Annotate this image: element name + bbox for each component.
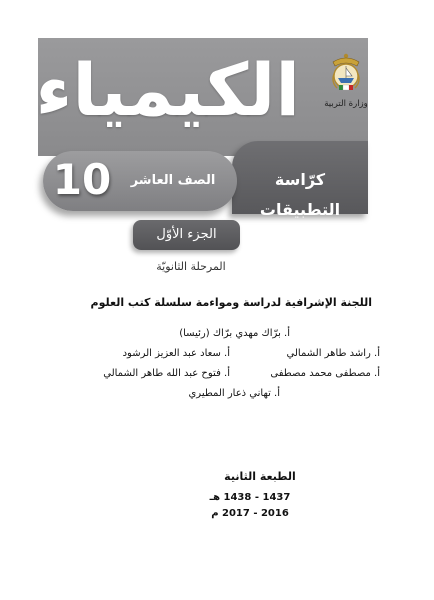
committee-heading: اللجنة الإشرافية لدراسة ومواءمة سلسلة كتب العلوم	[90, 296, 372, 309]
committee-member: أ. سعاد عبد العزيز الرشود	[122, 348, 230, 359]
year-hijri: 1437 - 1438 هـ	[209, 492, 291, 503]
year-gregorian: 2016 - 2017 م	[211, 508, 289, 519]
committee-member: أ. راشد طاهر الشمالي	[286, 348, 380, 359]
book-title: الكيمياء	[35, 48, 300, 132]
committee-chair: أ. برّاك مهدي برّاك (رئيسا)	[179, 328, 290, 339]
committee-member: أ. فتوح عبد الله طاهر الشمالي	[103, 368, 230, 379]
workbook-title: كرّاسة التطبيقات	[259, 170, 341, 219]
stage-label: المرحلة الثانويّة	[156, 260, 226, 273]
grade-number: 10	[52, 155, 112, 204]
part-label: الجزء الأوّل	[156, 227, 217, 242]
committee-member: أ. مصطفى محمد مصطفى	[270, 368, 380, 379]
edition-label: الطبعة الثانية	[224, 470, 296, 483]
ministry-emblem-icon	[327, 52, 365, 96]
ministry-name: وزارة التربية	[324, 99, 368, 109]
committee-member: أ. تهاني ذعار المطيري	[188, 388, 280, 399]
grade-label: الصف العاشر	[130, 173, 216, 188]
